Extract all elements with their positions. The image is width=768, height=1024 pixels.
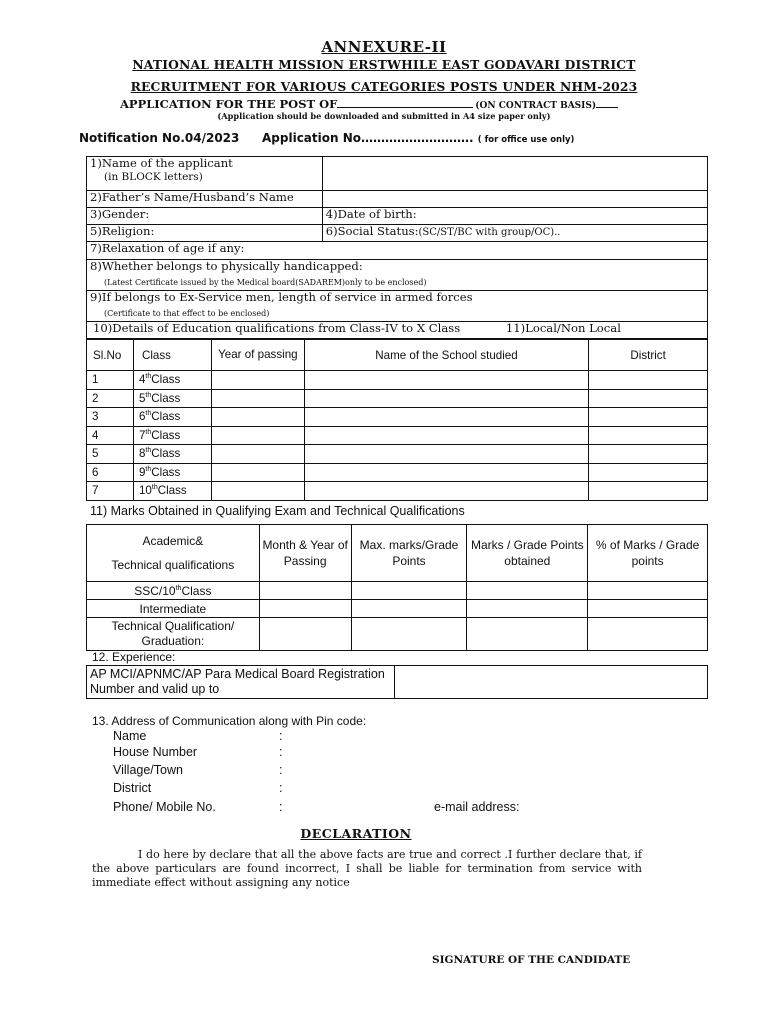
col-district: District (589, 340, 708, 371)
technical-percent[interactable] (588, 618, 708, 651)
edu-class (133, 445, 211, 464)
col-slno: Sl.No (87, 340, 134, 371)
father-row (87, 191, 708, 208)
name-input[interactable] (322, 157, 707, 191)
edu-slno: 2 (87, 389, 134, 408)
dob-label[interactable]: 4)Date of birth: (322, 208, 707, 225)
edu-year-input[interactable] (211, 389, 304, 408)
address-district-label: District (113, 781, 152, 795)
local-label: 11)Local/Non Local (505, 321, 621, 335)
registration-table (86, 665, 708, 699)
edu-district-input[interactable] (589, 482, 708, 501)
edu-class-word: Class (151, 410, 181, 424)
address-house-colon: : (279, 745, 283, 759)
ph-label: 8)Whether belongs to physically handicapped: (90, 259, 363, 273)
edu-school-input[interactable] (304, 482, 588, 501)
address-house-label: House Number (113, 745, 198, 759)
col-month-year: Month & Year of Passing (259, 525, 351, 582)
address-village-label: Village/Town (113, 763, 183, 777)
social-status-label: 6)Social Status: (325, 224, 419, 238)
address-name-label: Name (113, 729, 147, 743)
marks-label: 11) Marks Obtained in Qualifying Exam and Technical Qualifications (90, 504, 465, 518)
post-suffix: (ON CONTRACT BASIS) (475, 101, 597, 111)
edu-slno: 1 (87, 371, 134, 390)
registration-input[interactable] (394, 666, 707, 699)
edu-school-input[interactable] (304, 408, 588, 427)
col-academic (87, 525, 260, 582)
office-use-note: ( for office use only) (477, 135, 575, 145)
marks-row-technical (87, 618, 708, 651)
ph-row (87, 260, 708, 291)
address-phone-colon: : (279, 800, 283, 814)
marks-row-intermediate (87, 600, 708, 618)
father-label: 2)Father’s Name/Husband’s Name (87, 191, 323, 208)
education-label: 10)Details of Education qualifications from Class-IV to X Class (93, 321, 461, 335)
gender-row (87, 208, 708, 225)
religion-row (87, 225, 708, 242)
relaxation-row (87, 242, 708, 260)
name-label: 1)Name of the applicant (90, 156, 233, 170)
edu-slno: 4 (87, 426, 134, 445)
edu-district-input[interactable] (589, 426, 708, 445)
email-label: e-mail address: (434, 800, 520, 814)
declaration-text (92, 848, 642, 890)
edu-class (133, 463, 211, 482)
edu-school-input[interactable] (304, 426, 588, 445)
ssc-month-year[interactable] (259, 582, 351, 600)
post-line (120, 97, 618, 111)
edu-class-num: 10 (138, 484, 152, 498)
intermediate-marks-obtained[interactable] (467, 600, 588, 618)
edu-district-input[interactable] (589, 408, 708, 427)
technical-month-year[interactable] (259, 618, 351, 651)
edu-year-input[interactable] (211, 371, 304, 390)
declaration-title: DECLARATION (300, 826, 412, 841)
edu-district-input[interactable] (589, 389, 708, 408)
col-year: Year of passing (211, 340, 304, 371)
education-row (87, 426, 708, 445)
marks-table-header (87, 525, 708, 582)
ssc-marks-obtained[interactable] (467, 582, 588, 600)
col-marks-obtained: Marks / Grade Points obtained (467, 525, 588, 582)
edu-class-num: 6 (138, 410, 146, 424)
experience-label: 12. Experience: (92, 650, 176, 664)
relaxation-label[interactable]: 7)Relaxation of age if any: (87, 242, 708, 260)
edu-class (133, 482, 211, 501)
edu-class-sup: th (145, 391, 152, 399)
edu-class-word: Class (151, 373, 181, 387)
edu-school-input[interactable] (304, 371, 588, 390)
col-academic-line2: Technical qualifications (111, 558, 235, 572)
ph-cell[interactable] (87, 260, 708, 291)
education-row (87, 445, 708, 464)
exservice-cell[interactable] (87, 291, 708, 322)
technical-marks-obtained[interactable] (467, 618, 588, 651)
education-row (87, 389, 708, 408)
edu-class (133, 408, 211, 427)
header-line-2: RECRUITMENT FOR VARIOUS CATEGORIES POSTS UNDER NHM-2023 (130, 79, 638, 94)
religion-label[interactable]: 5)Religion: (87, 225, 323, 242)
ssc-label-class: Class (181, 583, 212, 598)
marks-row-ssc (87, 582, 708, 600)
edu-class-sup: th (145, 410, 152, 418)
name-label-cell (87, 157, 323, 191)
edu-class-num: 9 (138, 465, 146, 479)
edu-year-input[interactable] (211, 445, 304, 464)
annexure-title: ANNEXURE-II (321, 38, 447, 56)
marks-table (86, 524, 708, 651)
edu-class-word: Class (157, 484, 187, 498)
exservice-sub-label: (Certificate to that effect to be enclosed) (104, 309, 270, 318)
edu-year-input[interactable] (211, 426, 304, 445)
intermediate-label: Intermediate (87, 600, 260, 618)
edu-slno: 5 (87, 445, 134, 464)
social-status-cell[interactable] (322, 225, 707, 242)
address-district-colon: : (279, 781, 283, 795)
application-number-label: Application No………………………. (262, 131, 474, 145)
col-class: Class (133, 340, 211, 371)
address-village-colon: : (279, 763, 283, 777)
edu-school-input[interactable] (304, 463, 588, 482)
ssc-label (87, 582, 260, 600)
declaration-body: I do here by declare that all the above facts are true and correct .I further declare that, if the above particulars are found incorrect, I shall be liable for termination from service with immediate effect without assigning any notice (92, 848, 642, 889)
education-header-row (87, 322, 708, 339)
col-percent: % of Marks / Grade points (588, 525, 708, 582)
edu-class-sup: th (145, 373, 152, 381)
edu-class-word: Class (151, 447, 181, 461)
edu-district-input[interactable] (589, 445, 708, 464)
edu-class (133, 426, 211, 445)
personal-details-table (86, 156, 708, 339)
education-row (87, 463, 708, 482)
edu-district-input[interactable] (589, 463, 708, 482)
education-table (86, 339, 708, 501)
edu-class-sup: th (145, 465, 152, 473)
education-row (87, 482, 708, 501)
edu-year-input[interactable] (211, 482, 304, 501)
ssc-max-marks[interactable] (351, 582, 467, 600)
a4-note: (Application should be downloaded and submitted in A4 size paper only) (217, 111, 551, 121)
edu-class-sup: th (145, 428, 152, 436)
edu-slno: 7 (87, 482, 134, 501)
ph-sub-label: (Latest Certificate issued by the Medical board(SADAREM)only to be enclosed) (104, 278, 427, 287)
edu-class-num: 4 (138, 373, 146, 387)
social-status-sub: (SC/ST/BC with group/OC).. (418, 227, 561, 238)
intermediate-month-year[interactable] (259, 600, 351, 618)
col-max-marks: Max. marks/Grade Points (351, 525, 467, 582)
address-phone-label: Phone/ Mobile No. (113, 800, 216, 814)
technical-label: Technical Qualification/ Graduation: (87, 618, 260, 651)
edu-class-num: 5 (138, 391, 146, 405)
post-tail-line (596, 97, 618, 108)
ssc-label-text: SSC/10 (134, 583, 176, 598)
edu-school-input[interactable] (304, 445, 588, 464)
edu-class-num: 8 (138, 447, 146, 461)
edu-class-word: Class (151, 465, 181, 479)
edu-class-sup: th (145, 447, 152, 455)
address-label: 13. Address of Communication along with Pin code: (92, 714, 367, 728)
edu-district-input[interactable] (589, 371, 708, 390)
header-line-1: NATIONAL HEALTH MISSION ERSTWHILE EAST GODAVARI DISTRICT (132, 57, 636, 72)
education-table-header (87, 340, 708, 371)
father-input[interactable] (322, 191, 707, 208)
signature-label: SIGNATURE OF THE CANDIDATE (432, 954, 631, 966)
col-academic-line1: Academic& (142, 534, 204, 548)
edu-class-word: Class (151, 428, 181, 442)
ssc-percent[interactable] (588, 582, 708, 600)
application-number (262, 131, 574, 145)
gender-label[interactable]: 3)Gender: (87, 208, 323, 225)
edu-class-num: 7 (138, 428, 146, 442)
technical-max-marks[interactable] (351, 618, 467, 651)
edu-slno: 3 (87, 408, 134, 427)
edu-school-input[interactable] (304, 389, 588, 408)
post-blank[interactable] (337, 97, 473, 108)
edu-year-input[interactable] (211, 408, 304, 427)
col-school: Name of the School studied (304, 340, 588, 371)
edu-class-word: Class (151, 391, 181, 405)
notification-number: Notification No.04/2023 (79, 131, 240, 145)
ssc-label-sup: th (175, 584, 182, 592)
edu-year-input[interactable] (211, 463, 304, 482)
edu-class-sup: th (151, 484, 158, 492)
exservice-label: 9)If belongs to Ex-Service men, length of service in armed forces (90, 290, 473, 304)
education-row (87, 408, 708, 427)
intermediate-percent[interactable] (588, 600, 708, 618)
edu-class (133, 389, 211, 408)
registration-label: AP MCI/APNMC/AP Para Medical Board Registration Number and valid up to (87, 666, 395, 699)
intermediate-max-marks[interactable] (351, 600, 467, 618)
address-name-colon: : (279, 729, 283, 743)
edu-slno: 6 (87, 463, 134, 482)
edu-class (133, 371, 211, 390)
name-row (87, 157, 708, 191)
exservice-row (87, 291, 708, 322)
post-label: APPLICATION FOR THE POST OF (120, 97, 338, 111)
name-sub-label: (in BLOCK letters) (104, 171, 203, 183)
education-header-cell (87, 322, 708, 339)
education-row (87, 371, 708, 390)
registration-row (87, 666, 708, 699)
